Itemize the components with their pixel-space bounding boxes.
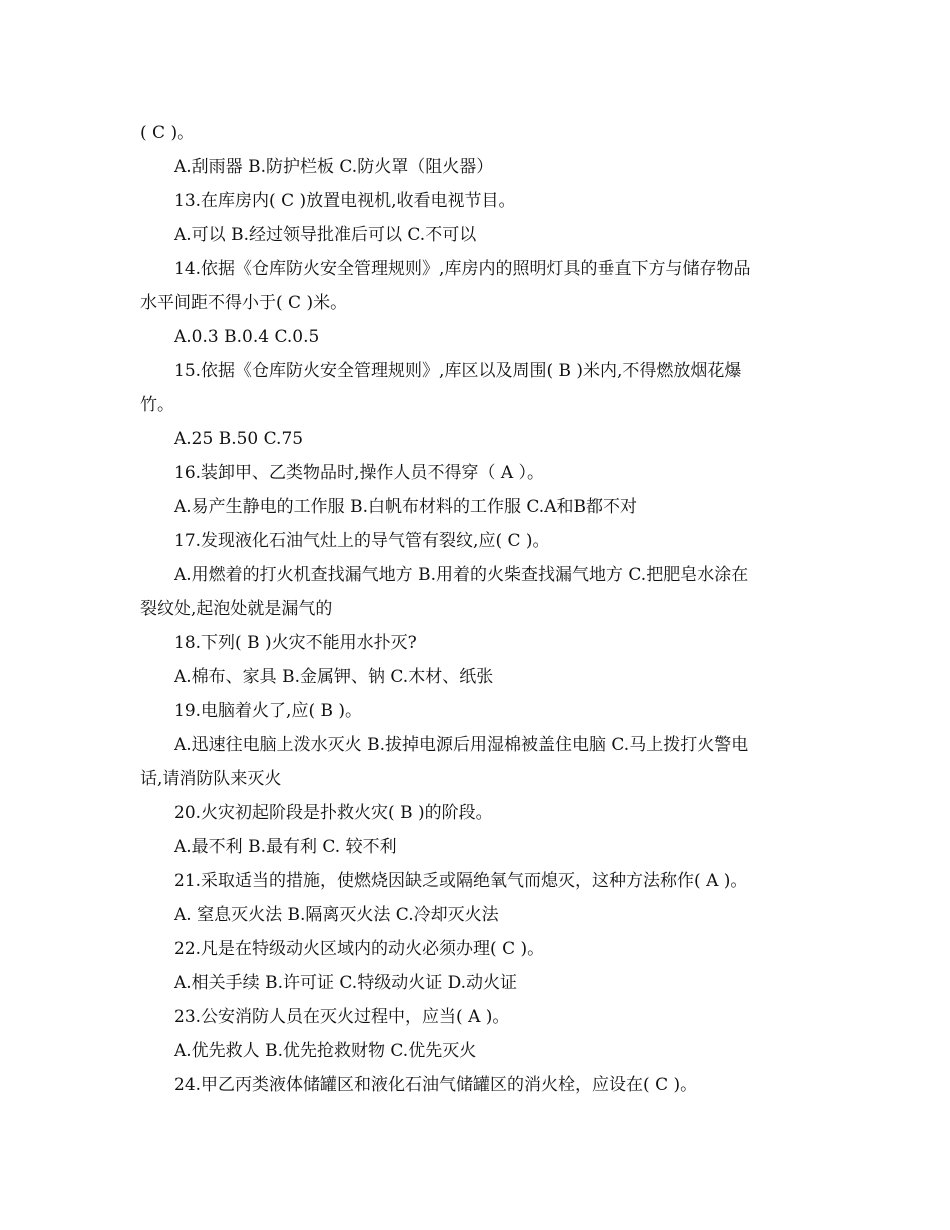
text-line: A.棉布、家具 B.金属钾、钠 C.木材、纸张 xyxy=(174,667,494,687)
text-line: A.优先救人 B.优先抢救财物 C.优先灭火 xyxy=(174,1041,477,1061)
text-line: 17.发现液化石油气灶上的导气管有裂纹,应( C )。 xyxy=(174,531,550,551)
text-line: 23.公安消防人员在灭火过程中，应当( A )。 xyxy=(174,1007,510,1027)
text-line: A.0.3 B.0.4 C.0.5 xyxy=(174,327,320,347)
text-line: ( C )。 xyxy=(140,123,195,143)
text-line: 话,请消防队来灭火 xyxy=(140,769,282,789)
text-line: 16.装卸甲、乙类物品时,操作人员不得穿（ A ）。 xyxy=(174,463,545,483)
text-line: 21.采取适当的措施，使燃烧因缺乏或隔绝氧气而熄灭，这种方法称作( A )。 xyxy=(174,871,748,891)
text-line: A.刮雨器 B.防护栏板 C.防火罩（阻火器） xyxy=(174,157,494,177)
text-line: A.25 B.50 C.75 xyxy=(174,429,304,449)
text-line: A. 窒息灭火法 B.隔离灭火法 C.冷却灭火法 xyxy=(174,905,499,925)
text-line: A.最不利 B.最有利 C. 较不利 xyxy=(174,837,397,857)
document-body xyxy=(140,116,820,1102)
text-line: 20.火灾初起阶段是扑救火灾( B )的阶段。 xyxy=(174,803,493,823)
text-line: 水平间距不得小于( C )米。 xyxy=(140,293,348,313)
text-line: 13.在库房内( C )放置电视机,收看电视节目。 xyxy=(174,191,516,211)
text-line: 15.依据《仓库防火安全管理规则》,库区以及周围( B )米内,不得燃放烟花爆 xyxy=(174,361,742,381)
text-line: 14.依据《仓库防火安全管理规则》,库房内的照明灯具的垂直下方与储存物品 xyxy=(174,259,751,279)
text-line: A.相关手续 B.许可证 C.特级动火证 D.动火证 xyxy=(174,973,518,993)
text-line: 24.甲乙丙类液体储罐区和液化石油气储罐区的消火栓，应设在( C )。 xyxy=(174,1075,698,1095)
text-line: 19.电脑着火了,应( B )。 xyxy=(174,701,363,721)
text-line: 竹。 xyxy=(140,395,174,415)
text-line: 裂纹处,起泡处就是漏气的 xyxy=(140,599,333,619)
text-line: A.迅速往电脑上泼水灭火 B.拔掉电源后用湿棉被盖住电脑 C.马上拨打火警电 xyxy=(174,735,749,755)
text-line: 18.下列( B )火灾不能用水扑灭? xyxy=(174,633,417,653)
text-line: 22.凡是在特级动火区域内的动火必须办理( C )。 xyxy=(174,939,545,959)
text-line: A.可以 B.经过领导批准后可以 C.不可以 xyxy=(174,225,477,245)
text-line: A.易产生静电的工作服 B.白帆布材料的工作服 C.A和B都不对 xyxy=(174,497,637,517)
text-line: A.用燃着的打火机查找漏气地方 B.用着的火柴查找漏气地方 C.把肥皂水涂在 xyxy=(174,565,749,585)
